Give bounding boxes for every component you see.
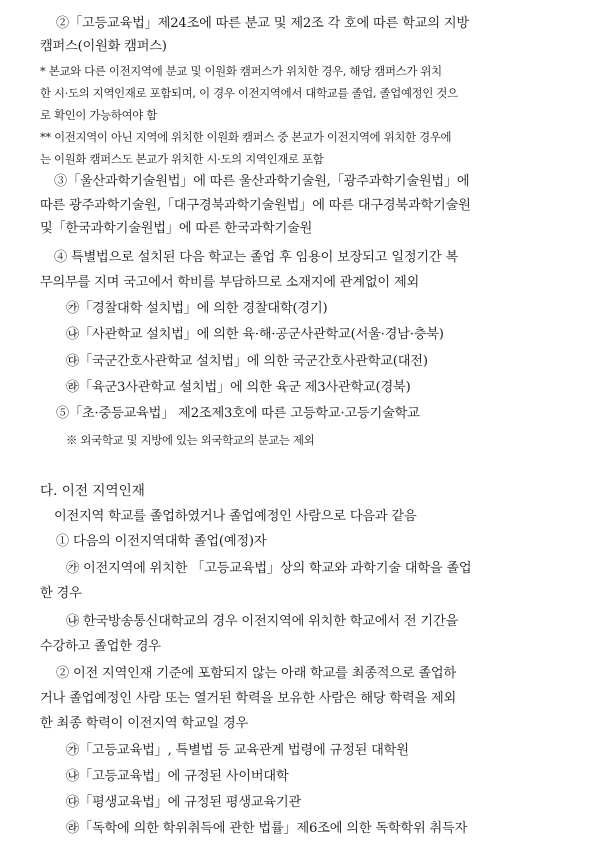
sub-da-lifelong-education: ㉰「평생교육법」에 규정된 평생교육기관 <box>66 795 302 810</box>
item-4-special-line1: ④ 특별법으로 설치된 다음 학교는 졸업 후 임용이 보장되고 일정기간 복 <box>54 250 459 265</box>
sub-ga-line2: 한 경우 <box>40 586 82 601</box>
sub-ra-self-study-degree: ㉱「독학에 의한 학위취득에 관한 법률」제6조에 의한 독학학위 취득자 <box>66 821 468 836</box>
sub-na-military: ㉯「사관학교 설치법」에 의한 육·해·공군사관학교(서울·경남·충북) <box>66 327 444 342</box>
note-branch-line1: ** 이전지역이 아닌 지역에 위치한 이원화 캠퍼스 중 본교가 이전지역에 위치한 경우에 <box>40 130 452 144</box>
sub-ga-line1: ㉮ 이전지역에 위치한 「고등교육법」상의 학교와 과학기술 대학을 졸업 <box>66 561 472 576</box>
section-intro: 이전지역 학교를 졸업하였거나 졸업예정인 사람으로 다음과 같음 <box>54 509 417 524</box>
item-3-institutes-line3: 및「한국과학기술원법」에 따른 한국과학기술원 <box>40 221 313 236</box>
note-campus-line1: * 본교와 다른 이전지역에 분교 및 이원화 캠퍼스가 위치한 경우, 해당 캠퍼스가 위치 <box>40 64 442 78</box>
sub-na-cyber-university: ㉯「고등교육법」에 규정된 사이버대학 <box>66 769 289 784</box>
note-foreign-school: ※ 외국학교 및 지방에 있는 외국학교의 분교는 제외 <box>66 433 315 447</box>
section-heading-da: 다. 이전 지역인재 <box>40 483 145 499</box>
sub-na-line2: 수강하고 졸업한 경우 <box>40 639 161 654</box>
item-2-campus-line2: 캠퍼스(이원화 캠퍼스) <box>40 39 167 54</box>
item-3-institutes-line2: 따른 광주과학기술원,「대구경북과학기술원법」에 따른 대구경북과학기술원 <box>40 198 471 213</box>
item-3-institutes-line1: ③「울산과학기술원법」에 따른 울산과학기술원,「광주과학기술원법」에 <box>54 174 470 189</box>
item-2-excluded-line1: ② 이전 지역인재 기준에 포함되지 않는 아래 학교를 최종적으로 졸업하 <box>56 666 457 681</box>
note-campus-line2: 한 시·도의 지역인재로 포함되며, 이 경우 이전지역에서 대학교를 졸업, 졸업예정인 것으 <box>40 86 458 100</box>
sub-ga-graduate-school: ㉮「고등교육법」, 특별법 등 교육관계 법령에 규정된 대학원 <box>66 743 409 758</box>
item-1-graduates: ① 다음의 이전지역대학 졸업(예정)자 <box>56 534 267 549</box>
sub-ra-army3: ㉱「육군3사관학교 설치법」에 의한 육군 제3사관학교(경북) <box>66 380 411 395</box>
sub-na-line1: ㉯ 한국방송통신대학교의 경우 이전지역에 위치한 학교에서 전 기간을 <box>66 614 459 629</box>
sub-ga-police: ㉮「경찰대학 설치법」에 의한 경찰대학(경기) <box>66 301 328 316</box>
item-2-campus-line1: ②「고등교육법」제24조에 따른 분교 및 제2조 각 호에 따른 학교의 지방 <box>56 16 469 31</box>
note-branch-line2: 는 이원화 캠퍼스도 본교가 위치한 시·도의 지역인재로 포함 <box>40 152 324 166</box>
item-2-excluded-line2: 거나 졸업예정인 사람 또는 열거된 학력을 보유한 사람은 해당 학력을 제외 <box>40 691 457 706</box>
item-4-special-line2: 무의무를 지며 국고에서 학비를 부담하므로 소재지에 관계없이 제외 <box>40 275 420 290</box>
note-campus-line3: 로 확인이 가능하여야 함 <box>40 108 157 122</box>
sub-da-nursing: ㉰「국군간호사관학교 설치법」에 의한 국군간호사관학교(대전) <box>66 354 428 369</box>
item-2-excluded-line3: 한 최종 학력이 이전지역 학교일 경우 <box>40 716 249 731</box>
item-5-highschool: ⑤「초·중등교육법」 제2조제3호에 따른 고등학교·고등기술학교 <box>56 406 420 421</box>
